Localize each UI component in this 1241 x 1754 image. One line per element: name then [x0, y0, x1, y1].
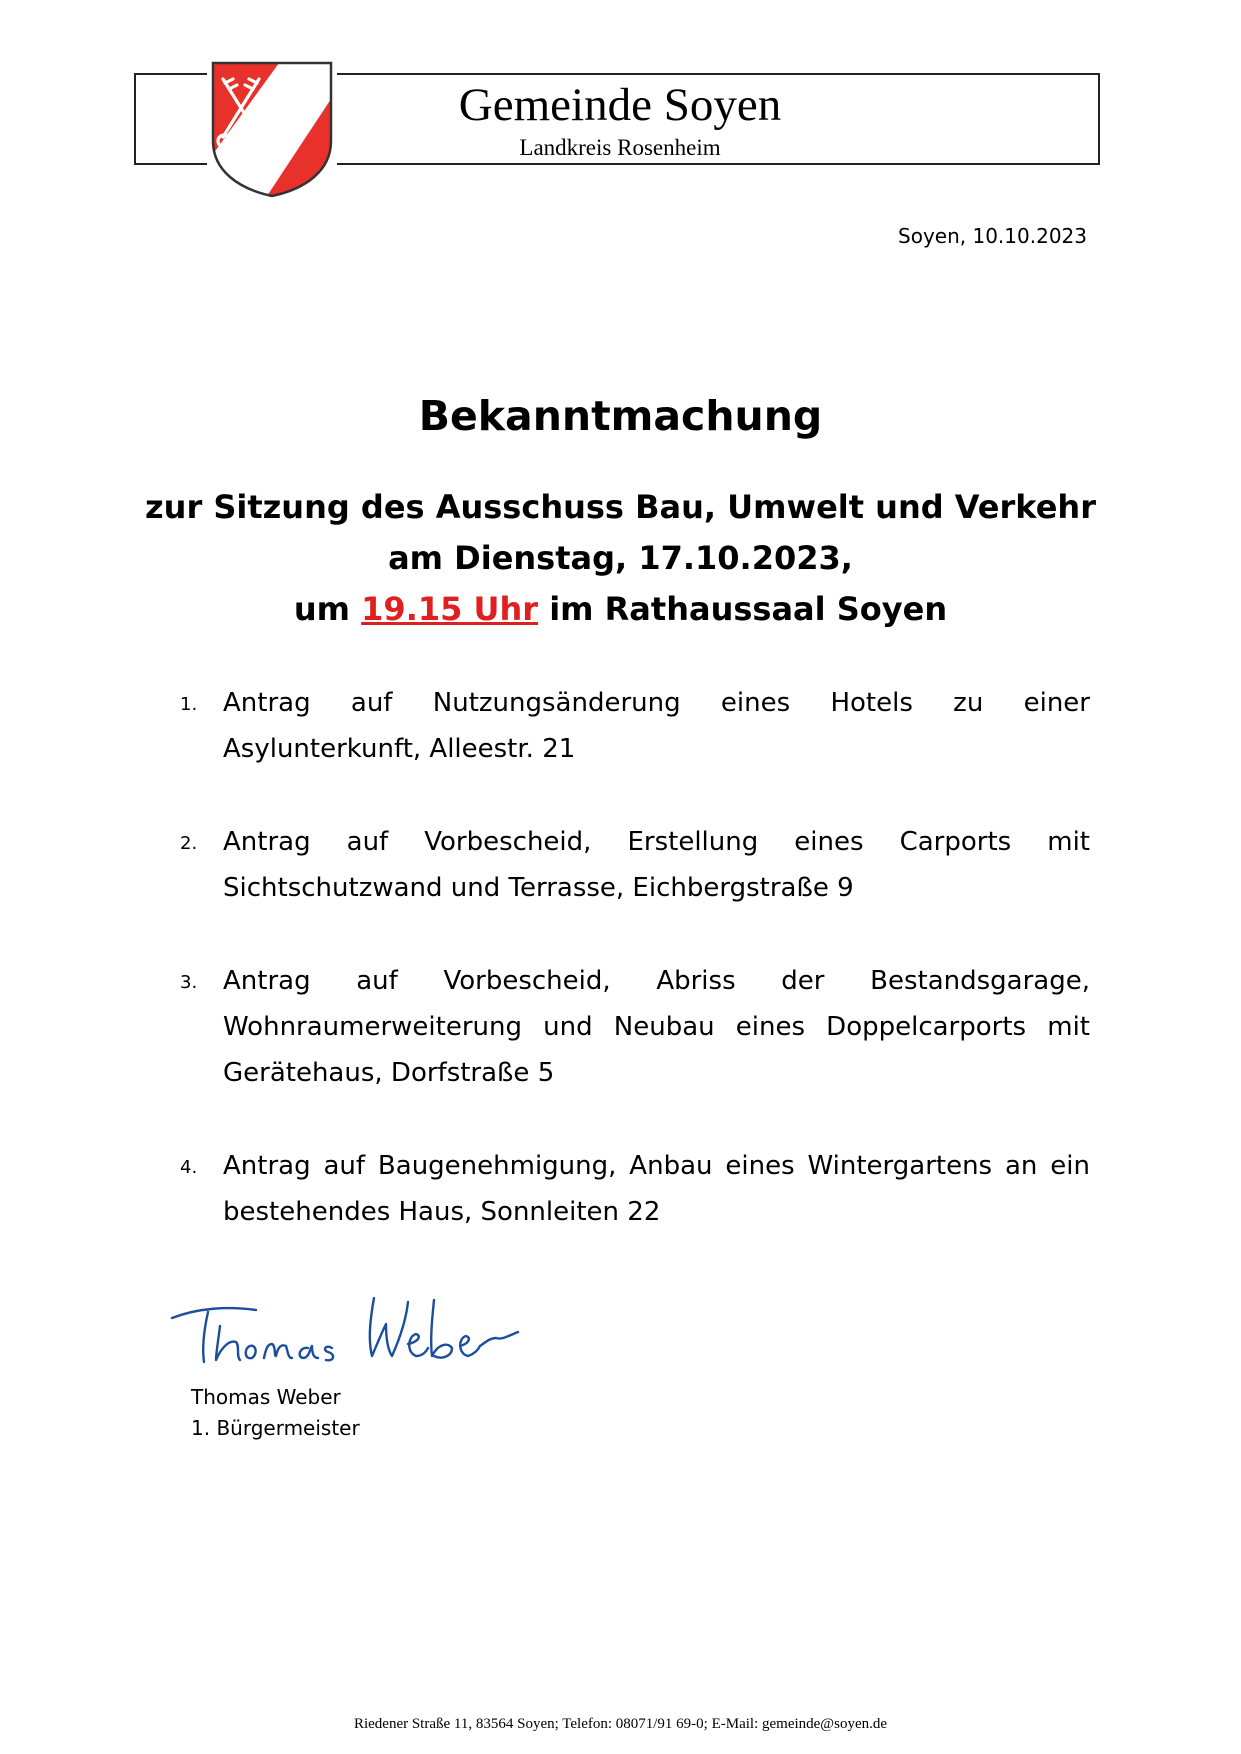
agenda-item — [180, 958, 1090, 1096]
footer-contact: Riedener Straße 11, 83564 Soyen; Telefon: 08071/91 69-0; E-Mail: gemeinde@soyen.de — [353, 1716, 888, 1732]
handwritten-signature — [168, 1290, 528, 1370]
agenda-item-number: 4. — [180, 1157, 198, 1178]
document-date: Soyen, 10.10.2023 — [898, 224, 1087, 248]
meeting-time: 19.15 Uhr — [361, 590, 539, 628]
organization-name: Gemeinde Soyen — [458, 79, 782, 131]
meeting-date: am Dienstag, 17.10.2023, — [388, 539, 853, 577]
agenda-item-number: 1. — [180, 694, 198, 715]
document-title: Bekanntmachung — [418, 392, 823, 440]
meeting-time-prefix: um — [293, 590, 362, 628]
agenda-item-text: Antrag auf Baugenehmigung, Anbau eines Wintergartens an ein bestehendes Haus, Sonnleiten 22 — [223, 1151, 1090, 1227]
meeting-location: im Rathaussaal Soyen — [538, 590, 948, 628]
organization-district: Landkreis Rosenheim — [519, 135, 721, 160]
meeting-details — [0, 482, 1241, 635]
signer-name: Thomas Weber — [191, 1385, 341, 1409]
meeting-time-location — [0, 584, 1241, 635]
meeting-committee: zur Sitzung des Ausschuss Bau, Umwelt und Verkehr — [145, 488, 1096, 526]
agenda-item — [180, 680, 1090, 772]
agenda-item-text: Antrag auf Nutzungsänderung eines Hotels zu einer Asylunterkunft, Alleestr. 21 — [223, 688, 1090, 764]
agenda-list — [180, 680, 1090, 1282]
agenda-item-text: Antrag auf Vorbescheid, Erstellung eines Carports mit Sichtschutzwand und Terrasse, Eichbergstraße 9 — [223, 827, 1090, 903]
signer-role: 1. Bürgermeister — [191, 1416, 360, 1440]
agenda-item-number: 2. — [180, 833, 198, 854]
agenda-item — [180, 819, 1090, 911]
agenda-item-number: 3. — [180, 972, 198, 993]
coat-of-arms-icon — [207, 59, 337, 199]
agenda-item-text: Antrag auf Vorbescheid, Abriss der Bestandsgarage, Wohnraumerweiterung und Neubau eines Doppelcarports mit Gerätehaus, Dorfstraße 5 — [223, 966, 1090, 1088]
agenda-item — [180, 1143, 1090, 1235]
